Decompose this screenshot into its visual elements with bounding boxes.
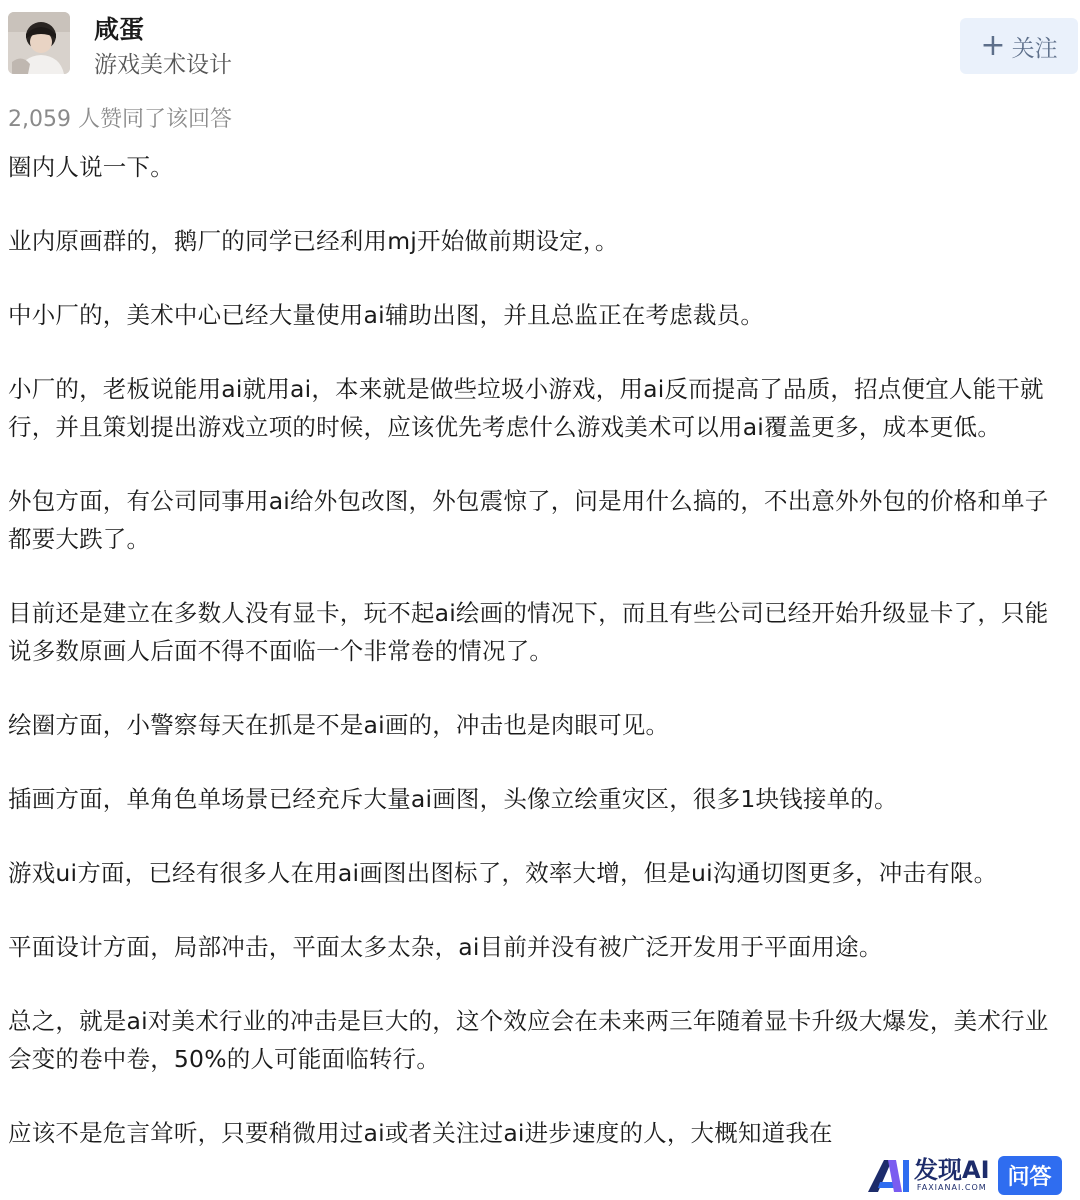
follow-button[interactable] — [960, 18, 1078, 74]
plus-icon: + — [980, 28, 1006, 63]
answer-paragraph: 应该不是危言耸听，只要稍微用过ai或者关注过ai进步速度的人，大概知道我在 — [8, 1119, 833, 1147]
answer-content — [8, 148, 1072, 1188]
answer-paragraph: 圈内人说一下。 — [8, 153, 174, 181]
site-watermark — [866, 1150, 1080, 1200]
follow-button-label: 关注 — [1011, 35, 1058, 62]
answer-header — [0, 0, 1080, 100]
watermark-badge: 问答 — [998, 1156, 1062, 1195]
answer-paragraph: 目前还是建立在多数人没有显卡，玩不起ai绘画的情况下，而且有些公司已经开始升级显卡了，只能说多数原画人后面不得不面临一个非常卷的情况了。 — [8, 599, 1049, 665]
answer-paragraph: 平面设计方面，局部冲击，平面太多太杂，ai目前并没有被广泛开发用于平面用途。 — [8, 933, 883, 961]
author-avatar[interactable] — [8, 12, 70, 74]
answer-paragraph: 总之，就是ai对美术行业的冲击是巨大的，这个效应会在未来两三年随着显卡升级大爆发，美术行业会变的卷中卷，50%的人可能面临转行。 — [8, 1007, 1049, 1073]
answer-paragraph: 插画方面，单角色单场景已经充斥大量ai画图，头像立绘重灾区，很多1块钱接单的。 — [8, 785, 898, 813]
vote-count: 2,059 人赞同了该回答 — [8, 107, 232, 132]
answer-paragraph: 绘圈方面，小警察每天在抓是不是ai画的，冲击也是肉眼可见。 — [8, 711, 670, 739]
answer-paragraph: 中小厂的，美术中心已经大量使用ai辅助出图，并且总监正在考虑裁员。 — [8, 301, 765, 329]
faxianai-logo-icon — [866, 1156, 910, 1194]
answer-paragraph: 游戏ui方面，已经有很多人在用ai画图出图标了，效率大增，但是ui沟通切图更多，冲击有限。 — [8, 859, 998, 887]
answer-paragraph: 业内原画群的，鹅厂的同学已经利用mj开始做前期设定，。 — [8, 227, 619, 255]
watermark-main-text: 发现AI — [914, 1156, 990, 1184]
author-bio: 游戏美术设计 — [94, 52, 232, 78]
watermark-domain-text: FAXIANAI.COM — [916, 1183, 987, 1192]
author-name[interactable]: 咸蛋 — [94, 15, 145, 44]
watermark-text — [914, 1157, 990, 1193]
answer-paragraph: 小厂的，老板说能用ai就用ai，本来就是做些垃圾小游戏，用ai反而提高了品质，招点便宜人能干就行，并且策划提出游戏立项的时候，应该优先考虑什么游戏美术可以用ai覆盖更多，成本更低。 — [8, 375, 1044, 441]
answer-paragraph: 外包方面，有公司同事用ai给外包改图，外包震惊了，问是用什么搞的，不出意外外包的价格和单子都要大跌了。 — [8, 487, 1049, 553]
